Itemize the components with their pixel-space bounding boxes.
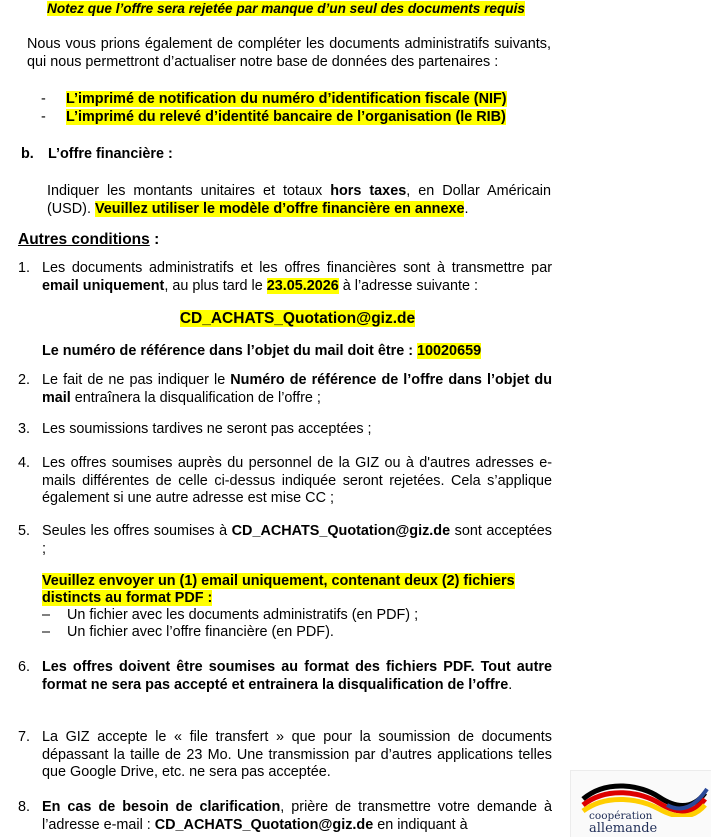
item-6 [42,659,552,694]
logo-line-1: coopération [589,810,653,822]
item-bold: email uniquement [42,277,165,294]
send-note [42,573,562,606]
item-5 [42,523,552,558]
item-text: à l’adresse suivante : [338,277,478,294]
item-bold: Les offres doivent être soumises au format des fichiers PDF. Tout autre format ne sera pas accepté et entrainera la disqualification de l’offre [42,659,552,693]
item-8 [42,799,552,834]
notice-text: Notez que l’offre sera rejetée par manque d’un seul des documents requis [47,1,525,16]
item-text: Seules les offres soumises à [42,523,232,539]
item-number: 6. [18,659,31,675]
item-number: 2. [18,372,31,388]
item-text: Les documents administratifs et les offres financières sont à transmettre par [42,260,552,276]
financial-highlight: Veuillez utiliser le modèle d’offre financière en annexe [94,200,465,217]
file-item-2 [42,624,334,642]
reference-number: 10020659 [417,343,482,359]
reference-line [42,343,481,361]
bullet: - [41,91,46,107]
cooperation-allemande-logo [570,770,711,837]
bullet: - [41,109,46,125]
item-text: , au plus tard le [164,277,267,294]
heading-colon: : [149,231,160,248]
financial-text: , en Dollar Américain (USD). [47,183,551,217]
item-2 [42,372,552,407]
email-address: CD_ACHATS_Quotation@giz.de [179,310,416,327]
admin-item-1 [41,91,507,109]
file-item-1 [42,607,418,625]
item-number: 4. [18,455,31,471]
item-bold: Numéro de référence de l’offre dans l’objet du mail [42,372,553,406]
reference-text: Le numéro de référence dans l’objet du mail doit être : [42,343,414,359]
item-3: Les soumissions tardives ne seront pas acceptées ; [42,421,372,437]
item-bold: En cas de besoin de clarification [42,799,281,815]
file-item-text: Un fichier avec les documents administratifs (en PDF) ; [67,607,419,623]
item-7: La GIZ accepte le « file transfert » que pour la soumission de documents dépassant la taille de 23 Mo. Une transmission par d’autres applications telles que Google Drive, etc. ne sera pas acceptée. [42,729,552,780]
admin-item-text: L’imprimé du relevé d’identité bancaire de l’organisation (le RIB) [66,109,506,125]
item-end: . [508,676,513,693]
item-number: 8. [18,799,31,815]
item-4: Les offres soumises auprès du personnel de la GIZ ou à d'autres adresses e-mails différentes de celle ci-dessus indiquée seront rejetées. Cela s’applique également si une autre adresse est mise CC ; [42,455,552,506]
item-number: 5. [18,523,31,539]
item-text: sont acceptées ; [42,523,552,557]
submission-email [0,309,595,328]
section-title: L’offre financière : [48,146,173,162]
item-bold: CD_ACHATS_Quotation@giz.de [154,816,374,833]
logo-line-2: allemande [589,821,658,836]
item-text: , prière de transmettre votre demande à l’adresse e-mail : [42,799,552,833]
admin-intro: Nous vous prions également de compléter les documents administratifs suivants, qui nous permettront d’actualiser notre base de données des partenaires : [27,36,551,70]
item-bold: CD_ACHATS_Quotation@giz.de [231,523,451,539]
section-b-heading [21,146,173,164]
item-1 [42,260,552,295]
heading-text: Autres conditions [18,231,150,248]
bullet: – [42,624,51,640]
notice [47,0,525,18]
section-marker: b. [21,146,34,162]
financial-bold: hors taxes [330,183,407,199]
financial-paragraph [47,183,551,218]
bullet: – [42,607,51,623]
deadline-date: 23.05.2026 [266,277,339,294]
file-item-text: Un fichier avec l’offre financière (en PDF). [67,624,334,640]
financial-end: . [464,200,469,217]
admin-item-2 [41,109,506,127]
item-text: en indiquant à [373,816,468,833]
admin-item-text: L’imprimé de notification du numéro d’identification fiscale (NIF) [66,91,507,107]
financial-text: Indiquer les montants unitaires et totaux [47,183,331,199]
send-note-text: Veuillez envoyer un (1) email uniquement, contenant deux (2) fichiers distincts au format PDF : [42,573,515,606]
other-conditions-heading [18,230,159,249]
item-number: 7. [18,729,31,745]
item-number: 3. [18,421,31,437]
item-text: entraînera la disqualification de l’offre ; [70,389,321,406]
item-number: 1. [18,260,31,276]
item-text: Le fait de ne pas indiquer le [42,372,231,388]
